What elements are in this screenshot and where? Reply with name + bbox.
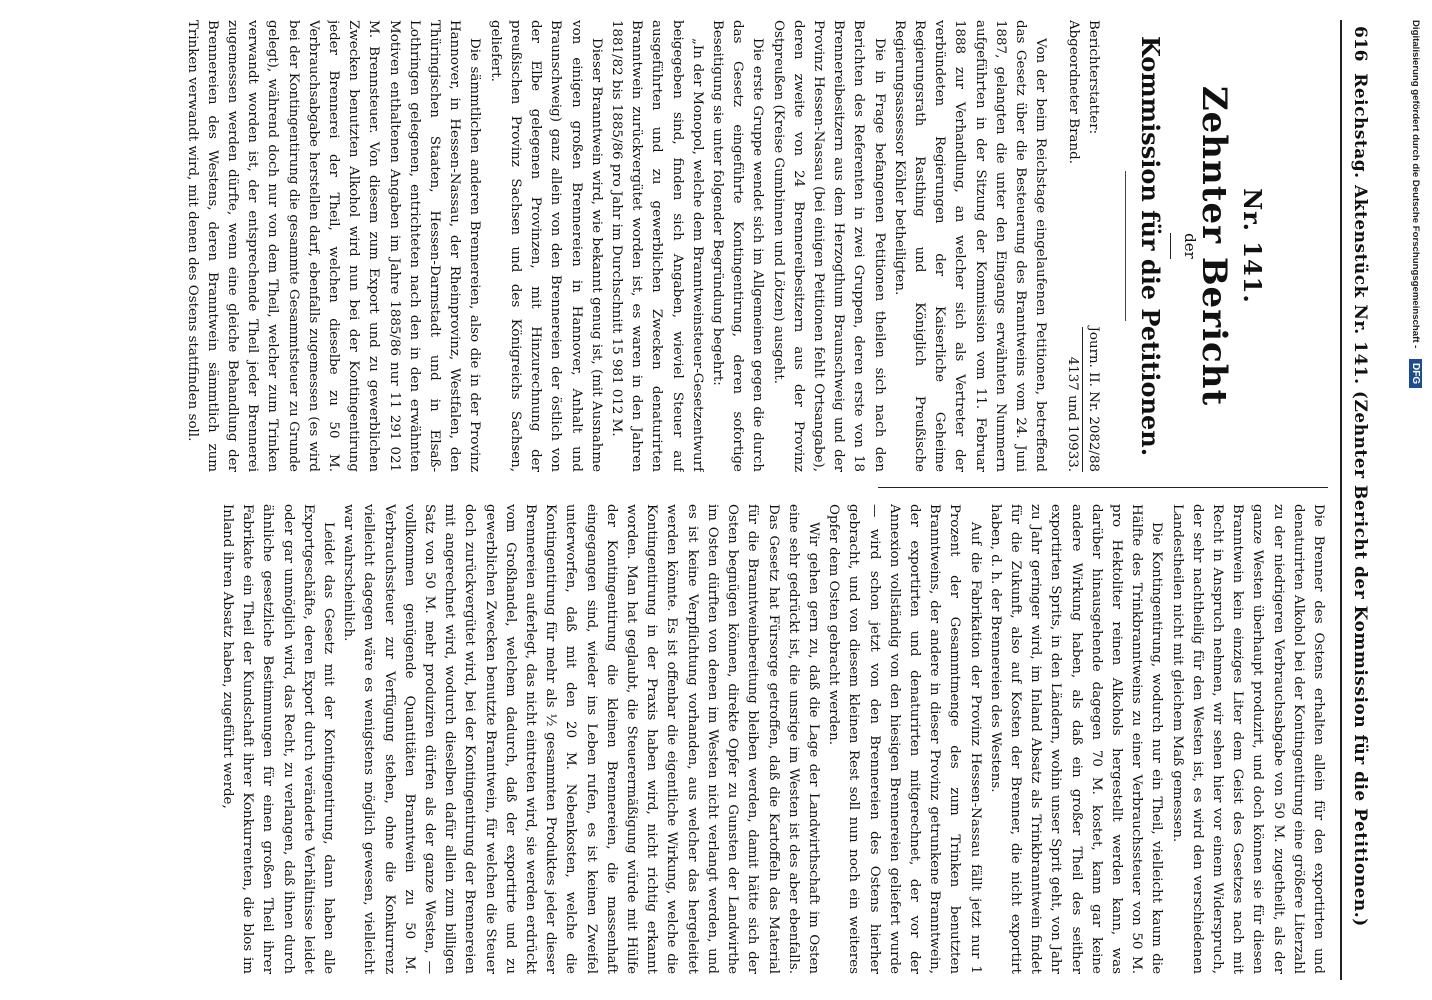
- journal-number-2: 4137 und 10933.: [1065, 356, 1081, 472]
- paragraph: Leidet das Gesetz mit der Kontingentirung, dann haben alle Exportgeschäfte, deren Export durch veränderte Verhältnisse leidet oder gar unmöglich wird, das Recht, zu verlangen, daß ihnen durch ähnliche gesetzliche Bestimmungen für einen großen Theil ihrer Fabrikate ein Theil der Kundschaft ihrer Konkurrenten, die blos im Inland ihren Absatz haben, zugeführt werde,: [220, 504, 337, 974]
- page-number: 616: [1350, 26, 1370, 62]
- report-subtitle: Kommission für die Petitionen.: [1136, 35, 1166, 457]
- paragraph: Die Kontingentirung, wodurch nur ein Theil, vielleicht kaum die Hälfte des Trinkbranntweins zu einer Verbrauchssteuer von 50 M. pro Hektoliter reinen Alkohols hergestellt werden kann, was darüber hinausgehende dagegen 70 M. kostet, kann gar keine andere Wirkung haben, als daß ein großer Theil des seither exportirten Sprits, in den Ländern, wohin unser Sprit geht, von Jahr zu Jahr geringer wird, im Inland Absatz als Trinkbranntwein findet für die Zukunft, also auf Kosten der Brenner, die nicht exportirt haben, d. h. der Brennereien des Westens.: [987, 504, 1165, 974]
- right-column: [10, 504, 1328, 974]
- running-head: [1340, 20, 1380, 980]
- rotated-document-sheet: [0, 20, 1380, 980]
- report-metadata: [1062, 20, 1103, 472]
- paragraph: Dieser Branntwein wird, wie bekannt genug ist, (mit Ausnahme von einigen großen Brennereien in Hannover, Anhalt und Braunschweig) ganz allein von den Brennereien der östlich von der Elbe gelegenen Provinzen, mit Hinzurechnung der preußischen Provinz Sachsen und des Königreichs Sachsen, geliefert.: [487, 20, 604, 472]
- paragraph: Auf die Fabrikation der Provinz Hessen-Nassau fällt jetzt nur 1 Prozent der Gesammtmenge des zum Trinken benutzten Branntweins, der andere in dieser Provinz getrunkene Branntwein, der exportirten und denaturirten mitgerechnet, der vor der Annexion vollständig von den hiesigen Brennereien geliefert wurde — wird schon jetzt von den Brennereien des Ostens hierher gebracht, und von diesem kleinen Rest soll nun noch ein weiteres Opfer dem Osten gebracht werden.: [826, 504, 983, 974]
- paragraph: Die in Frage befangenen Petitionen theilen sich nach den Berichten des Referenten in zwei Gruppen, deren erste von 18 Brennereibesitzern aus dem Herzogthum Braunschweig und der Provinz Hessen-Nassau (bei einigen Petitionen fehlt Ortsangabe), deren zweite von 24 Brennereibesitzern aus der Provinz Ostpreußen (Kreise Gumbinnen und Lötzen) ausgeht.: [770, 20, 887, 472]
- rapporteur-label: Berichterstatter:: [1086, 20, 1102, 135]
- digitization-note-text: Digitalisierung gefördert durch die Deutsche Forschungsgemeinschaft -: [1410, 20, 1421, 349]
- paragraph: Die sämmtlichen anderen Brennereien, also die in der Provinz Hannover, in Hessen-Nassau, der Rheinprovinz, Westfalen, den Thüringischen Staaten, Hessen-Darmstadt und in Elsaß-Lothringen gelegenen, entrichteten nach den in den erwähnten Motiven enthaltenen Angaben im Jahre 1885/86 nur 11 291 021 M. Brennsteuer. Von diesem zum Export und zu gewerblichen Zwecken benutzten Alkohol wird nun bei der Kontingentirung jeder Brennerei der Theil, welchen dieselbe zu 50 M. Verbrauchsabgabe herstellen darf, ebenfalls zugemessen (es wird bei der Kontingentirung die gesammte Gesammtsteuer zu Grunde gelegt), während doch nur von dem Theil, welcher zum Trinken verwandt worden ist, der entsprechende Theil jeder Brennerei zugemessen werden dürfte, wenn eine gleiche Behandlung der Brennereien des Westens, deren Branntwein sämmtlich zum Trinken verwandt wird, mit denen des Ostens stattfinden soll.: [184, 20, 483, 472]
- rapporteur-name: Abgeordneter Brand.: [1066, 20, 1082, 164]
- paragraph: Wir gehen gern zu, daß die Lage der Landwirthschaft im Osten eine sehr gedrückt ist, die unsrige im Westen ist des aber ebenfalls. Das Gesetz hat Fürsorge getroffen, daß die Kartoffeln das Material für die Branntweinbereitung bleiben werden, damit hätte sich der Osten begnügen können, direkte Opfer zu Gunsten der Landwirthe im Osten dürften von denen im Westen nicht verlangt werden, und es ist keine Verpflichtung vorhanden, aus welcher das hergeleitet werden könnte. Es ist offenbar die eigentliche Wirkung, welche die Kontingentirung in der Praxis haben wird, nicht richtig erkannt worden. Man hat geglaubt, die Steuerermäßigung würde mit Hülfe der Kontingentirung die kleinen Brennereien, die massenhaft eingegangen sind, wieder ins Leben rufen, es ist keinen Zweifel unterworfen, daß mit den 20 M. Nebenkosten, welche die Kontingentirung für mehr als ½ gesammten Produktes jeder dieser Brennereien auferlegt, das nicht eintreten wird, sie werden erdrückt vom Großhandel, welchem dadurch, daß der exportirte und zu gewerblichen Zwecken benutzte Branntwein, für welchen die Steuer doch zurückvergütet wird, bei der Kontingentirung der Brennereien mit angerechnet wird, wodurch dieselben dafür allein zum billigen Satz von 50 M. mehr produziren dürfen als der ganze Westen, — vollkommen genügende Quantitäten Branntwein zu 50 M. Verbrauchssteuer zur Verfügung stehen, ohne die Konkurrenz vielleicht dagegen wäre es wenigstens möglich gewesen, vielleicht war wahrscheinlich.: [341, 504, 821, 974]
- paragraph: Die Brenner des Ostens erhalten allein für den exportirten und denaturirten Alkohol bei der Kontingentirung eine größere Literzahl zu der niedrigeren Verbrauchsabgabe von 50 M. zugetheilt, als der ganze Westen überhaupt produzirt, und doch können sie für diesen Branntwein kein einziges Liter dem Geist des Gesetzes nach mit Recht in Anspruch nehmen, wir sehen hier vor einem Widerspruch, der sehr nachtheilig für den Westen ist, es wird den verschiedenen Landestheilen nicht mit gleichem Maß gemessen.: [1169, 504, 1326, 974]
- paragraph: „In der Monopol, welche dem Branntweinsteuer-Gesetzentwurf beigegeben sind, finden sich Angaben, wieviel Steuer auf ausgeführten und zu gewerblichen Zwecken denaturirten Branntwein zurückvergütet worden ist, es waren in den Jahren 1881/82 bis 1885/86 pro Jahr im Durchschnitt 15 981 012 M.: [608, 20, 705, 472]
- title-rule: [1125, 171, 1126, 321]
- report-title: Zehnter Bericht: [1193, 85, 1234, 407]
- title-dash: [1170, 233, 1171, 259]
- paragraph: Von der beim Reichstage eingelaufenen Petitionen, betreffend das Gesetz über die Besteuerung des Branntweins vom 24. Juni 1887, gelangten die unter den Eingangs erwähnten Nummern aufgeführten in der Sitzung der Kommission vom 11. Februar 1888 zur Verhandlung, an welcher sich als Vertreter der verbündeten Regierungen der Kaiserliche Geheime Regierungsrath Rasthing und Königlich Preußische Regierungsassessor Köhler betheiligten.: [891, 20, 1049, 472]
- left-column: [10, 20, 1328, 472]
- document-number: Nr. 141.: [1238, 188, 1267, 304]
- title-connector: der: [1180, 233, 1199, 259]
- paragraph: Die erste Gruppe wendet sich im Allgemeinen gegen die durch das Gesetz eingeführte Kontingentirung, deren sofortige Beseitigung sie unter folgender Begründung begehrt:: [709, 20, 766, 472]
- column-divider: [878, 487, 1328, 488]
- journal-number: Journ. II. Nr. 2082/88: [1082, 327, 1103, 472]
- running-head-title: Reichstag. Aktenstück Nr. 141. (Zehnter Bericht der Kommission für die Petitionen.): [1350, 73, 1370, 927]
- digitization-note: [1404, 20, 1426, 980]
- dfg-logo: DFG: [1409, 359, 1422, 388]
